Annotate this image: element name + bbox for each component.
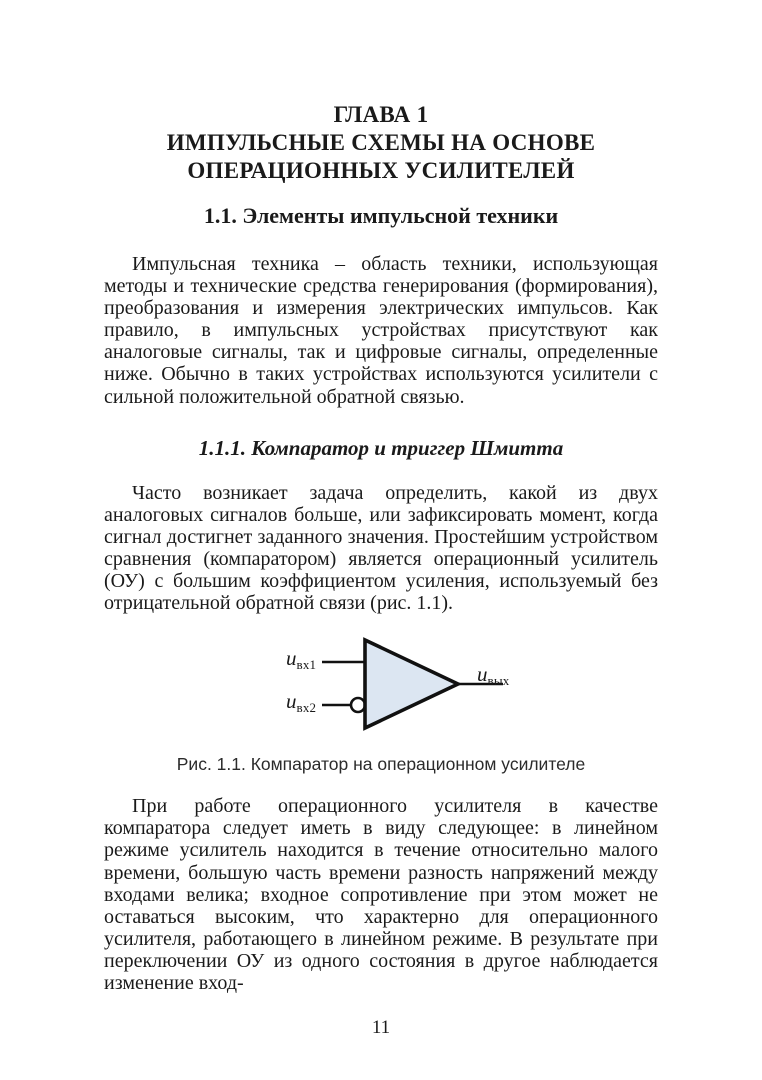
input2-subscript: вх2 (296, 700, 317, 716)
chapter-title-line-2: ИМПУЛЬСНЫЕ СХЕМЫ НА ОСНОВЕ (166, 130, 596, 155)
output-symbol: u (477, 662, 488, 687)
chapter-title (0, 0, 762, 185)
paragraph-intro: Импульсная техника – область техники, использующая методы и технические средства генерирования (формирования), преобразования и измерения электрических импульсов. Как правило, в импульсных устройствах присутствуют как аналоговые сигналы, так и цифровые сигналы, определенные ниже. Обычно в таких устройствах используются усилители с сильной положительной обратной связью. (104, 253, 658, 408)
input1-subscript: вх1 (296, 657, 317, 673)
output-label (477, 664, 509, 691)
figure-comparator (0, 634, 762, 744)
input1-symbol: u (286, 646, 297, 671)
output-subscript: вых (487, 673, 510, 689)
paragraph-operation: При работе операционного усилителя в качестве компаратора следует иметь в виду следующее: в линейном режиме усилитель находится в течение относительно малого времени, большую часть времени разность напряжений между входами велика; входное сопротивление при этом может не оставаться высоким, что характерно для операционного усилителя, работающего в линейном режиме. В результате при переключении ОУ из одного состояния в другое наблюдается изменение вход- (104, 795, 658, 994)
input1-label (286, 648, 316, 675)
opamp-triangle (365, 640, 458, 728)
figure-caption: Рис. 1.1. Компаратор на операционном усилителе (176, 754, 586, 775)
input2-label (286, 691, 316, 718)
chapter-title-line-1: ГЛАВА 1 (333, 102, 429, 127)
opamp-diagram (0, 634, 762, 744)
chapter-title-line-3: ОПЕРАЦИОННЫХ УСИЛИТЕЛЕЙ (187, 158, 575, 183)
paragraph-comparator: Часто возникает задача определить, какой из двух аналоговых сигналов больше, или зафиксировать момент, когда сигнал достигнет заданного значения. Простейшим устройством сравнения (компаратором) является операционный усилитель (ОУ) с большим коэффициентом усиления, используемый без отрицательной обратной связи (рис. 1.1). (104, 481, 658, 615)
input2-symbol: u (286, 689, 297, 714)
subsection-heading: 1.1.1. Компаратор и триггер Шмитта (198, 435, 564, 460)
page-number: 11 (371, 1017, 391, 1039)
section-heading: 1.1. Элементы импульсной техники (203, 203, 559, 228)
inverting-input-bubble (351, 698, 365, 712)
